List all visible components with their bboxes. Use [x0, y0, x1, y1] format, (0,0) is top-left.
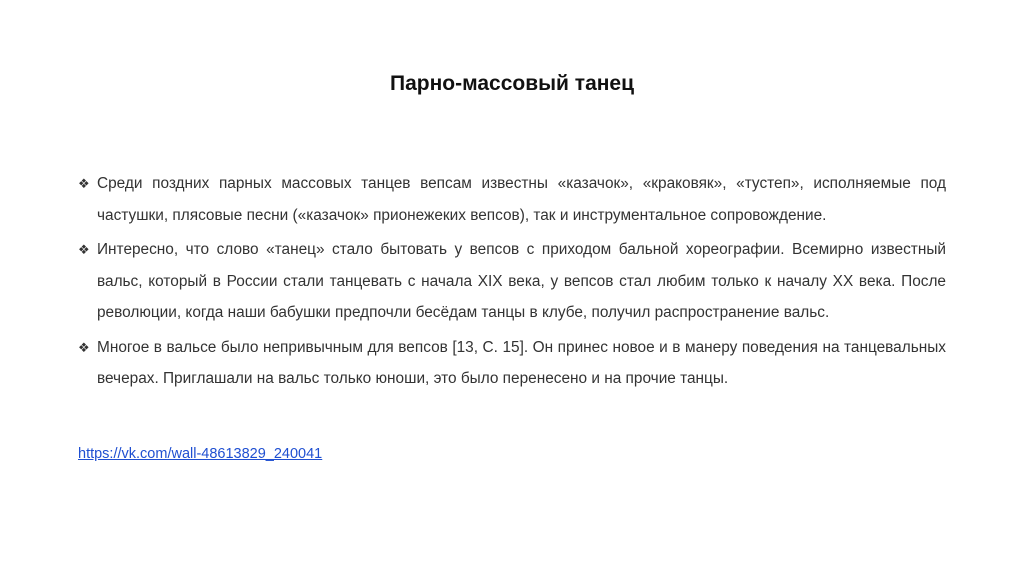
bullet-item — [78, 234, 946, 329]
diamond-bullet-icon: ❖ — [78, 242, 90, 257]
diamond-bullet-icon: ❖ — [78, 339, 90, 355]
bullet-text: Интересно, что слово «танец» стало бытовать у вепсов с приходом бальной хореографии. Всемирно известный вальс, который в России стали танцевать с начала XIX века, у вепсов стал любим только к началу XX века. После революции, когда наши бабушки предпочли бесёдам танцы в клубе, получил распространение вальс. — [97, 241, 946, 321]
bullet-text: Среди поздних парных массовых танцев вепсам известны «казачок», «краковяк», «тустеп», исполняемые под частушки, плясовые песни («казачок» прионежеких вепсов), так и инструментальное сопровождение. — [97, 175, 946, 224]
bullet-text: Многое в вальсе было непривычным для вепсов [13, С. 15]. Он принес новое и в манеру поведения на танцевальных вечерах. Приглашали на вальс только юноши, это было перенесено и на прочие танцы. — [97, 338, 946, 387]
diamond-bullet-icon: ❖ — [78, 176, 90, 191]
slide-title: Парно-массовый танец — [389, 72, 635, 95]
bullet-list — [78, 168, 946, 398]
bullet-item — [78, 168, 946, 231]
bullet-item — [78, 332, 946, 395]
source-link[interactable]: https://vk.com/wall-48613829_240041 — [78, 446, 323, 462]
